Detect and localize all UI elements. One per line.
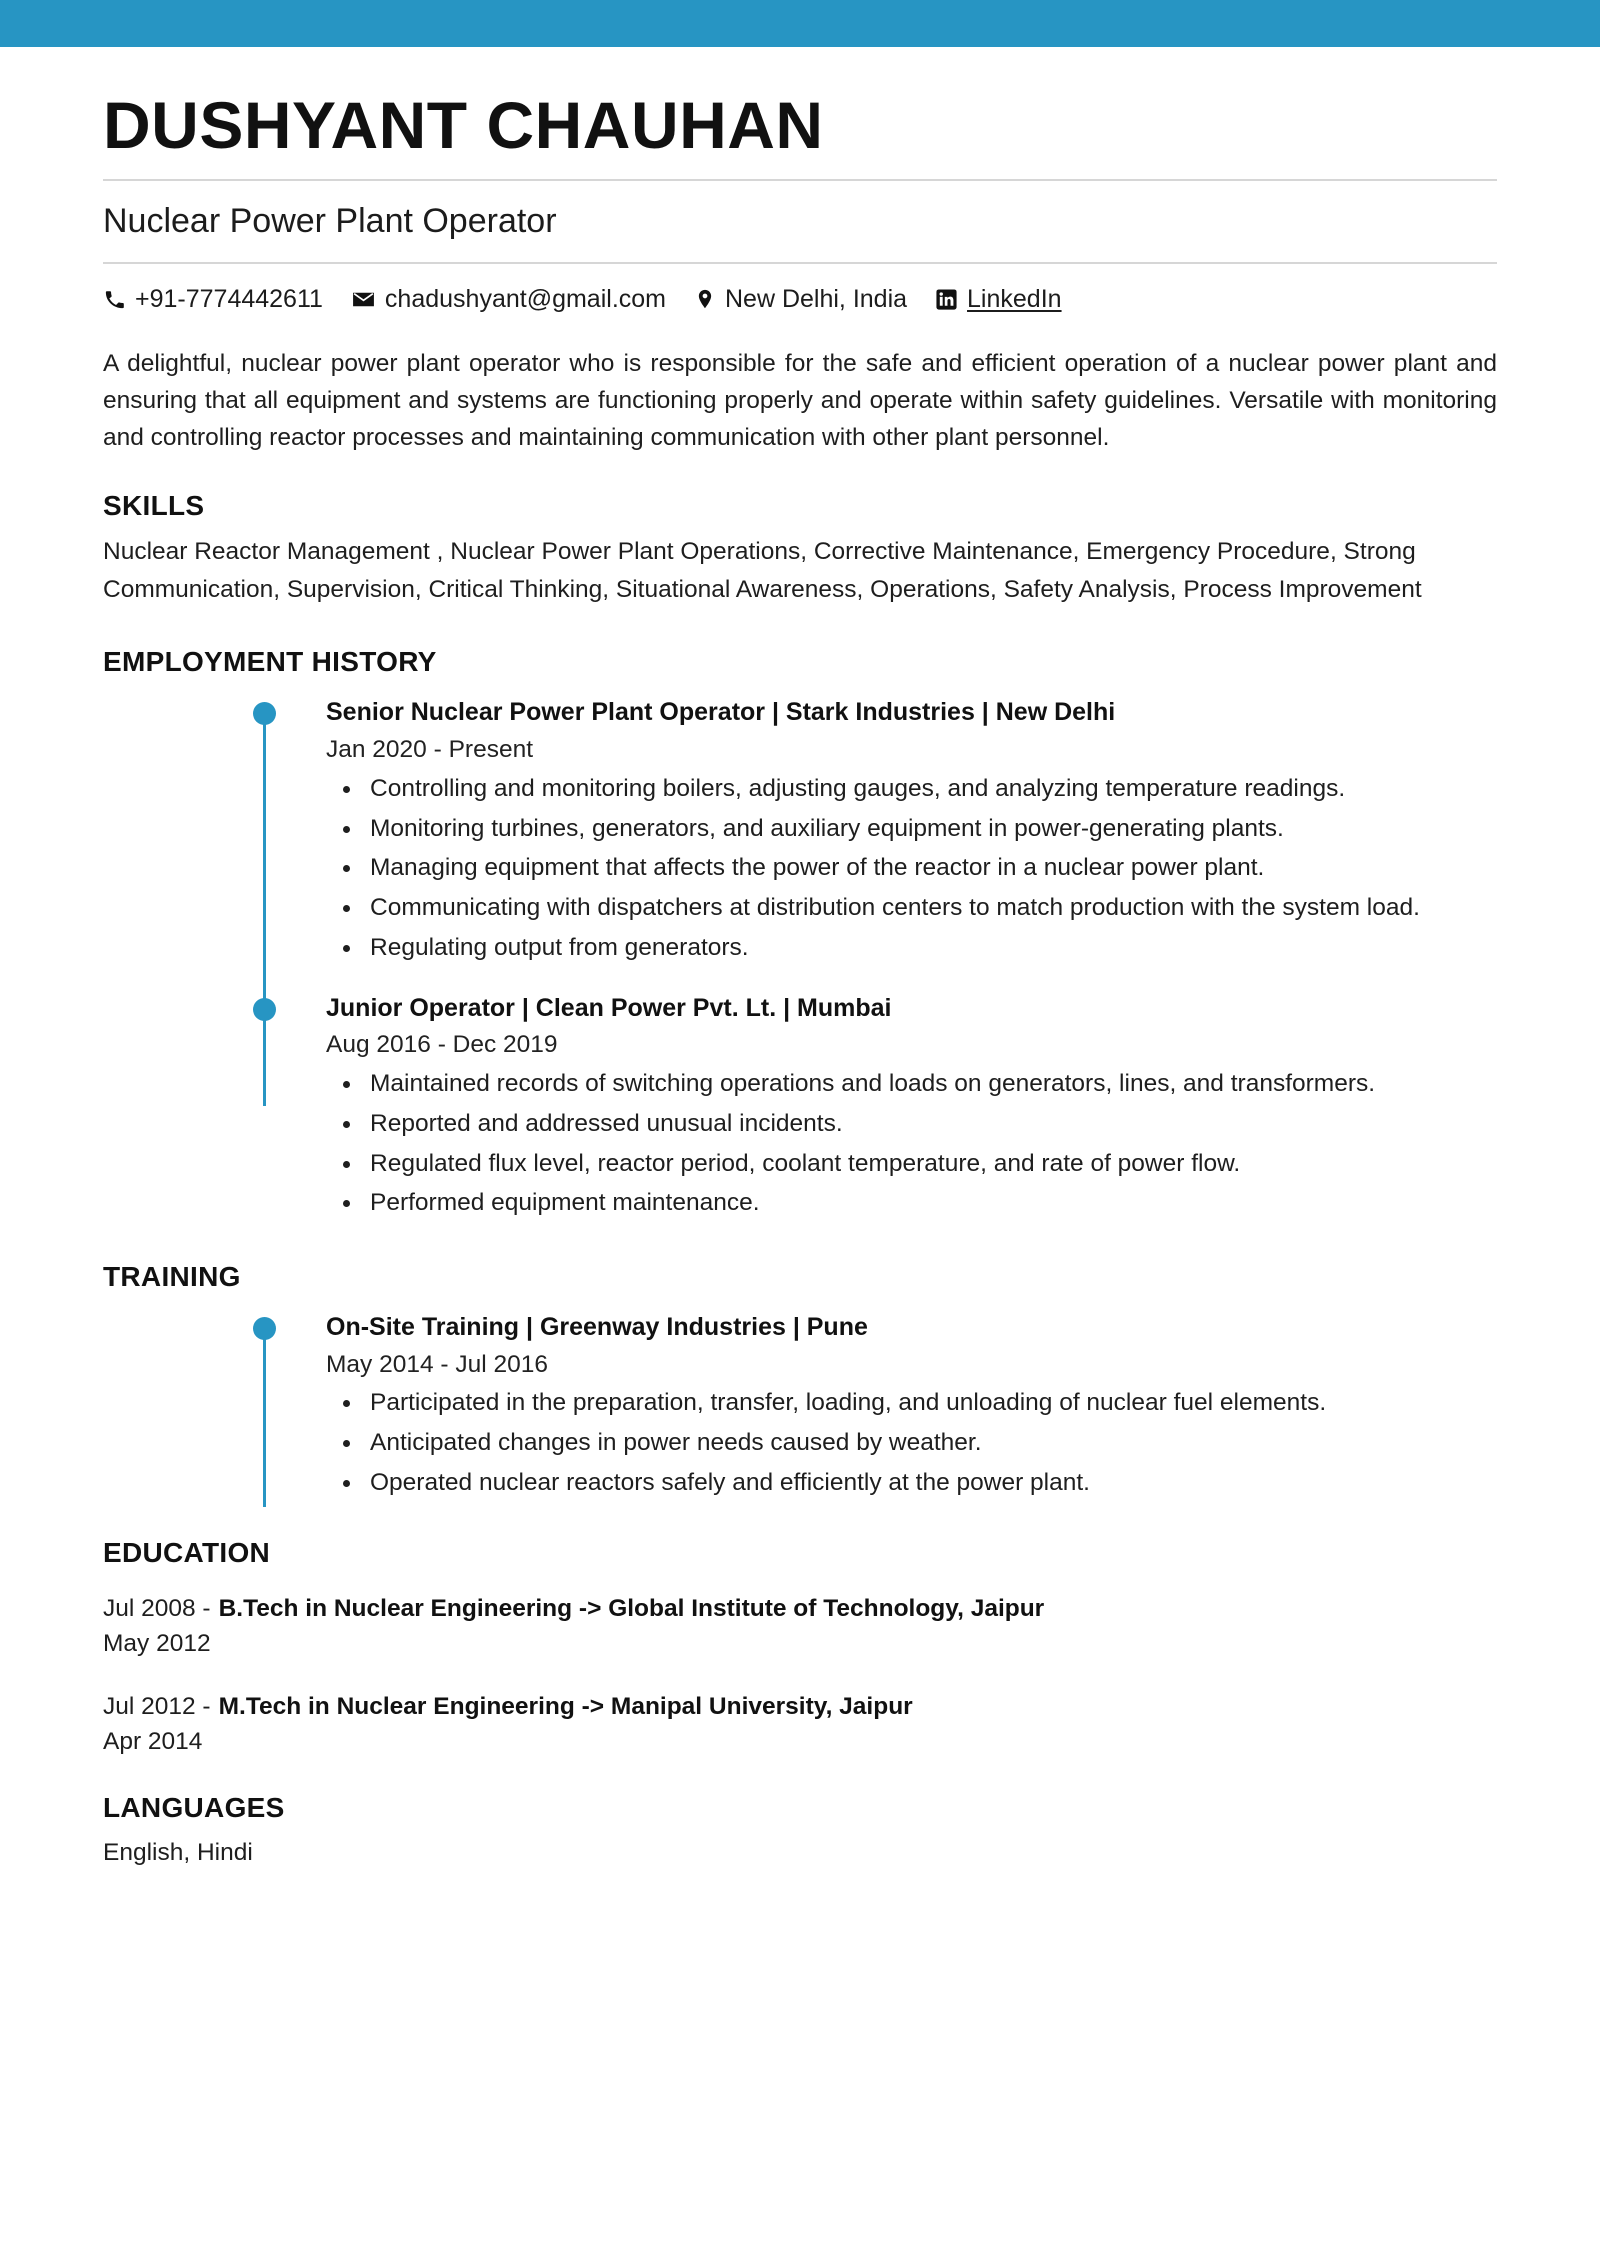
list-item: Controlling and monitoring boilers, adjusting gauges, and analyzing temperature readings. [370,772,1497,807]
section-heading-education: EDUCATION [103,1536,271,1568]
training-timeline [103,1311,1497,1501]
contact-phone[interactable] [103,285,323,314]
list-item: Monitoring turbines, generators, and auxiliary equipment in power-generating plants. [370,812,1497,847]
training-entry-bullets [326,1386,1497,1500]
list-item: Operated nuclear reactors safely and efficiently at the power plant. [370,1466,1497,1501]
contact-email[interactable] [351,285,666,314]
contact-location-label: New Delhi, India [725,284,908,313]
list-item: Anticipated changes in power needs caused by weather. [370,1426,1497,1461]
list-item: Performed equipment maintenance. [370,1186,1497,1221]
top-accent-bar [0,0,1600,47]
contact-phone-label: +91-7774442611 [135,284,323,313]
contact-row [103,285,1497,314]
timeline-dot-icon [253,1317,276,1340]
section-heading-employment-history: EMPLOYMENT HISTORY [103,646,437,678]
training-entry-title: On-Site Training | Greenway Industries | Pune [326,1313,868,1342]
divider-under-job-title [103,262,1497,264]
employment-entry-bullets [326,772,1497,966]
list-item: Maintained records of switching operations and loads on generators, lines, and transformers. [370,1067,1497,1102]
list-item: Participated in the preparation, transfer, loading, and unloading of nuclear fuel elements. [370,1386,1497,1421]
contact-linkedin[interactable] [935,285,1062,314]
employment-entry [103,696,1497,965]
page-bottom-spacer [103,1872,1497,2172]
timeline-dot-icon [253,702,276,725]
professional-summary: A delightful, nuclear power plant operator who is responsible for the safe and efficient operation of a nuclear power plant and ensuring that all equipment and systems are functioning properly and operate within safety guidelines. Versatile with monitoring and controlling reactor processes and maintaining communication with other plant personnel. [103,349,1497,452]
list-item: Communicating with dispatchers at distribution centers to match production with the system load. [370,891,1497,926]
list-item: Regulating output from generators. [370,931,1497,966]
employment-entry-title: Junior Operator | Clean Power Pvt. Lt. | Mumbai [326,993,892,1022]
education-degree: M.Tech in Nuclear Engineering -> Manipal University, Jaipur [218,1692,913,1720]
job-title: Nuclear Power Plant Operator [103,201,557,240]
education-start-date: Jul 2008 - [103,1594,211,1622]
list-item: Managing equipment that affects the power of the reactor in a nuclear power plant. [370,851,1497,886]
email-icon [351,287,376,312]
page-title: DUSHYANT CHAUHAN [103,88,824,162]
section-heading-skills: SKILLS [103,490,205,522]
contact-email-label: chadushyant@gmail.com [384,284,666,313]
education-start-date: Jul 2012 - [103,1692,211,1720]
employment-timeline [103,696,1497,1221]
employment-entry-date: Jan 2020 - Present [326,735,534,763]
education-entry-line [103,1592,1497,1625]
section-heading-training: TRAINING [103,1261,241,1293]
training-entry [103,1311,1497,1501]
divider-under-name [103,179,1497,181]
education-end-date: Apr 2014 [103,1727,203,1755]
contact-linkedin-label[interactable]: LinkedIn [967,284,1062,313]
education-entry [103,1690,1497,1758]
linkedin-icon [935,288,958,311]
employment-entry-title: Senior Nuclear Power Plant Operator | Stark Industries | New Delhi [326,698,1116,727]
location-pin-icon [694,287,716,311]
phone-icon [103,288,126,311]
education-degree: B.Tech in Nuclear Engineering -> Global Institute of Technology, Jaipur [218,1594,1045,1622]
education-end-date: May 2012 [103,1629,211,1657]
timeline-dot-icon [253,998,276,1021]
skills-list: Nuclear Reactor Management , Nuclear Power Plant Operations, Corrective Maintenance, Emergency Procedure, Strong Communication, Supervision, Critical Thinking, Situational Awareness, Operations, Safety Analysis, Process Improvement [103,538,1422,603]
list-item: Regulated flux level, reactor period, coolant temperature, and rate of power flow. [370,1147,1497,1182]
training-entry-date: May 2014 - Jul 2016 [326,1350,548,1378]
education-entry-line [103,1690,1497,1723]
resume-page [0,47,1600,2172]
resume-header [103,47,1497,314]
employment-entry-bullets [326,1067,1497,1221]
employment-entry [103,992,1497,1221]
education-entry [103,1592,1497,1660]
section-heading-languages: LANGUAGES [103,1792,285,1824]
languages-list: English, Hindi [103,1839,253,1867]
contact-location [694,285,907,314]
list-item: Reported and addressed unusual incidents. [370,1107,1497,1142]
employment-entry-date: Aug 2016 - Dec 2019 [326,1031,558,1059]
